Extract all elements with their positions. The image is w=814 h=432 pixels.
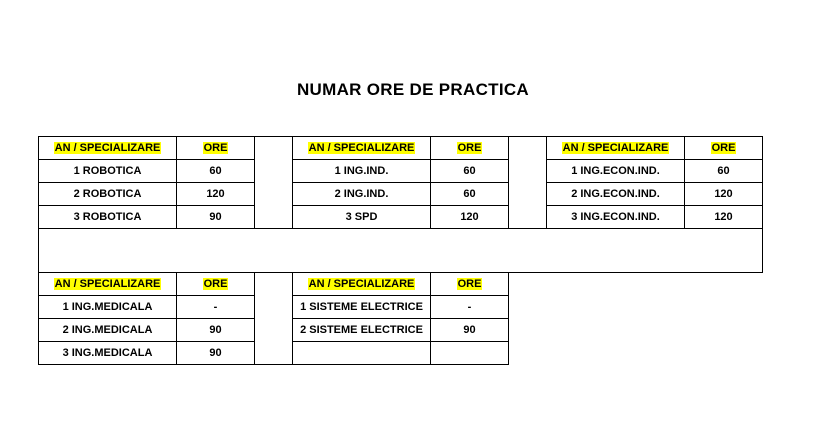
table-row (39, 183, 763, 206)
table-row (39, 160, 763, 183)
table-header-row (39, 137, 763, 160)
header-cell-ore: ORE (431, 273, 509, 296)
ore-cell: 120 (177, 183, 255, 206)
specializare-cell: 3 ING.ECON.IND. (547, 206, 685, 229)
ore-cell (431, 342, 509, 365)
specializare-cell: 2 ING.MEDICALA (39, 319, 177, 342)
ore-cell: 60 (177, 160, 255, 183)
spacer-cell (255, 137, 293, 229)
specializare-cell: 2 ROBOTICA (39, 183, 177, 206)
ore-cell: 90 (177, 342, 255, 365)
practice-hours-table (38, 136, 763, 365)
header-cell-specializare: AN / SPECIALIZARE (39, 273, 177, 296)
separator-row (39, 229, 763, 273)
ore-cell: 120 (431, 206, 509, 229)
specializare-cell: 1 ROBOTICA (39, 160, 177, 183)
separator-cell (39, 229, 763, 273)
ore-cell: 60 (685, 160, 763, 183)
specializare-cell: 3 ROBOTICA (39, 206, 177, 229)
ore-cell: 60 (431, 160, 509, 183)
specializare-cell: 3 SPD (293, 206, 431, 229)
table-row (39, 206, 763, 229)
spacer-cell (509, 137, 547, 229)
header-cell-ore: ORE (431, 137, 509, 160)
specializare-cell: 1 ING.MEDICALA (39, 296, 177, 319)
header-cell-ore: ORE (177, 137, 255, 160)
header-cell-specializare: AN / SPECIALIZARE (547, 137, 685, 160)
empty-area (509, 273, 763, 365)
ore-cell: 90 (431, 319, 509, 342)
header-cell-ore: ORE (177, 273, 255, 296)
table-header-row (39, 273, 763, 296)
specializare-cell: 1 SISTEME ELECTRICE (293, 296, 431, 319)
specializare-cell: 2 ING.ECON.IND. (547, 183, 685, 206)
specializare-cell: 3 ING.MEDICALA (39, 342, 177, 365)
ore-cell: 120 (685, 206, 763, 229)
specializare-cell: 1 ING.IND. (293, 160, 431, 183)
ore-cell: - (431, 296, 509, 319)
specializare-cell (293, 342, 431, 365)
ore-cell: - (177, 296, 255, 319)
spacer-cell (255, 273, 293, 365)
ore-cell: 90 (177, 206, 255, 229)
specializare-cell: 1 ING.ECON.IND. (547, 160, 685, 183)
page-title: NUMAR ORE DE PRACTICA (296, 80, 530, 99)
specializare-cell: 2 ING.IND. (293, 183, 431, 206)
header-cell-ore: ORE (685, 137, 763, 160)
header-cell-specializare: AN / SPECIALIZARE (293, 137, 431, 160)
ore-cell: 120 (685, 183, 763, 206)
specializare-cell: 2 SISTEME ELECTRICE (293, 319, 431, 342)
ore-cell: 90 (177, 319, 255, 342)
header-cell-specializare: AN / SPECIALIZARE (39, 137, 177, 160)
header-cell-specializare: AN / SPECIALIZARE (293, 273, 431, 296)
ore-cell: 60 (431, 183, 509, 206)
